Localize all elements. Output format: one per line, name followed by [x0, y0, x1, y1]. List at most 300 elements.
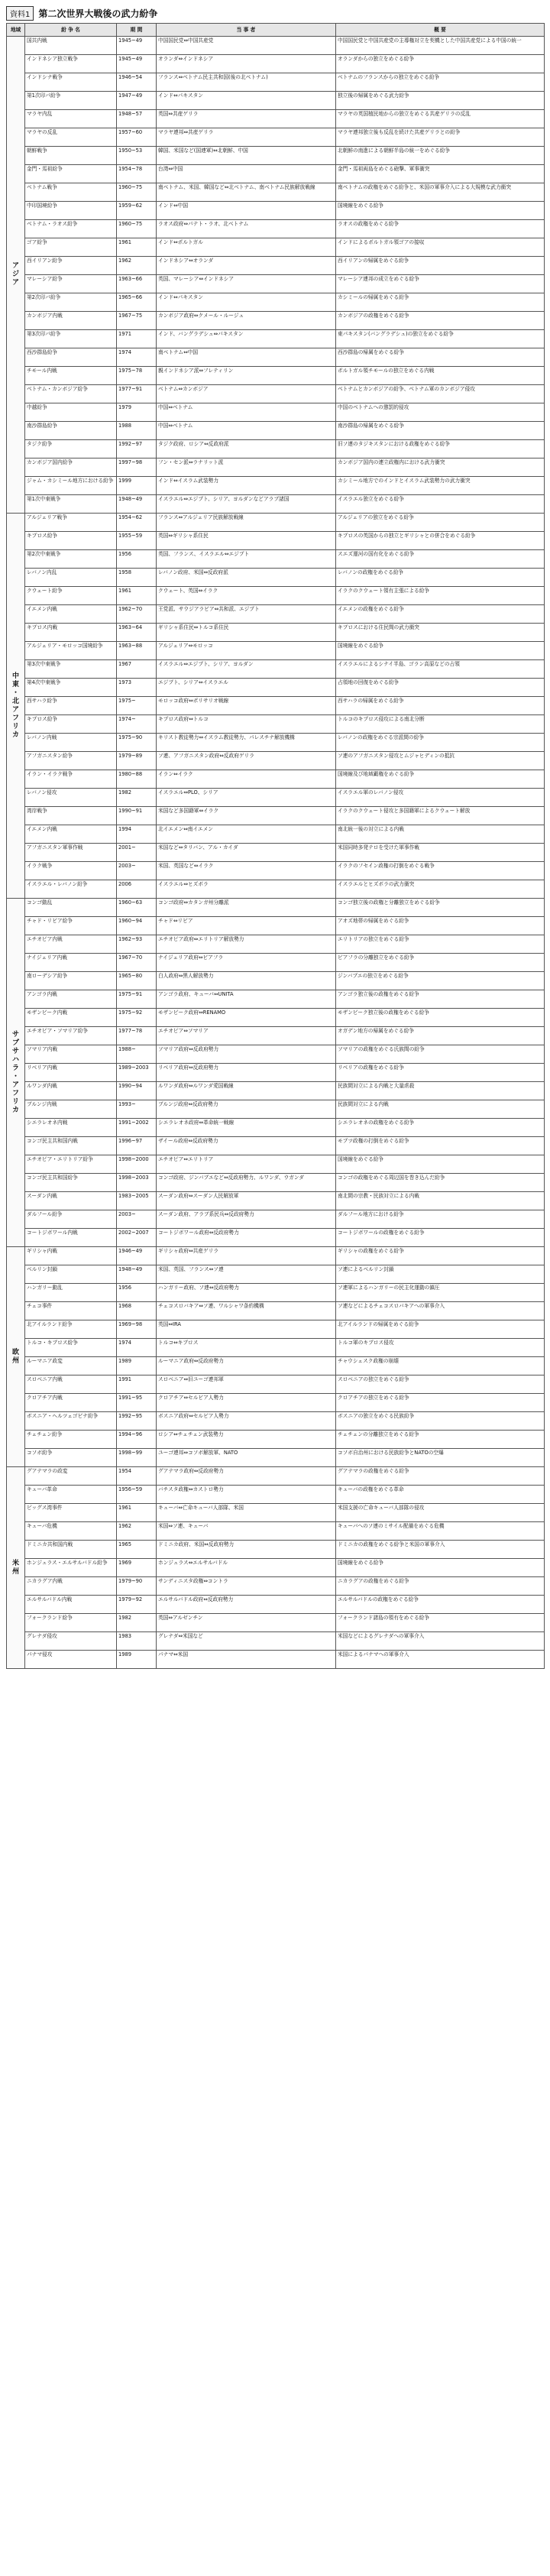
- table-row: [7, 477, 545, 495]
- period-cell: 1961: [117, 238, 157, 257]
- conflict-name-cell: ブルンジ内戦: [25, 1100, 117, 1119]
- parties-cell: インド⇔ポルトガル: [157, 238, 336, 257]
- conflict-name-cell: ドミニカ共和国内戦: [25, 1541, 117, 1559]
- period-cell: 1999: [117, 477, 157, 495]
- period-cell: 1963~88: [117, 642, 157, 660]
- outline-cell: モブツ政権の打倒をめぐる紛争: [336, 1137, 545, 1155]
- period-cell: 1948~49: [117, 495, 157, 514]
- parties-cell: 米国⇔ソ連、キューバ: [157, 1522, 336, 1541]
- table-row: [7, 293, 545, 312]
- outline-cell: ギリシャの政権をめぐる紛争: [336, 1247, 545, 1265]
- period-cell: 1963~66: [117, 275, 157, 293]
- conflict-name-cell: イラク戦争: [25, 862, 117, 880]
- outline-cell: 南北間の宗教・民族対立による内戦: [336, 1192, 545, 1210]
- conflict-name-cell: 国共内戦: [25, 37, 117, 55]
- table-row: [7, 1265, 545, 1284]
- outline-cell: 西イリアンの帰属をめぐる紛争: [336, 257, 545, 275]
- outline-cell: 西サハラの帰属をめぐる紛争: [336, 697, 545, 715]
- parties-cell: トルコ⇔キプロス: [157, 1339, 336, 1357]
- parties-cell: インド、バングラデシュ⇔パキスタン: [157, 330, 336, 348]
- table-row: [7, 734, 545, 752]
- outline-cell: スエズ運河の国有化をめぐる紛争: [336, 550, 545, 569]
- region-cell: 中 東 ・ 北 ア フ リ カ: [7, 514, 25, 899]
- conflict-name-cell: フォークランド紛争: [25, 1614, 117, 1632]
- table-row: [7, 147, 545, 165]
- period-cell: 1994~96: [117, 1431, 157, 1449]
- table-row: [7, 1651, 545, 1669]
- outline-cell: 独立後の帰属をめぐる武力紛争: [336, 92, 545, 110]
- period-cell: 1979~89: [117, 752, 157, 770]
- conflict-name-cell: ベトナム戦争: [25, 183, 117, 202]
- period-cell: 1974: [117, 348, 157, 367]
- conflict-name-cell: 南沙群島紛争: [25, 422, 117, 440]
- parties-cell: フランス⇔ベトナム民主共和国(後の北ベトナム): [157, 73, 336, 92]
- conflict-name-cell: エルサルバドル内戦: [25, 1596, 117, 1614]
- table-row: [7, 495, 545, 514]
- conflict-name-cell: エチオピア・エリトリア紛争: [25, 1155, 117, 1174]
- conflict-name-cell: ナイジェリア内戦: [25, 954, 117, 972]
- table-row: [7, 238, 545, 257]
- period-cell: 1977~91: [117, 385, 157, 403]
- period-cell: 1960~63: [117, 899, 157, 917]
- table-row: [7, 1064, 545, 1082]
- parties-cell: エチオピア⇔ソマリア: [157, 1027, 336, 1045]
- table-row: [7, 1375, 545, 1394]
- period-cell: 1967~70: [117, 954, 157, 972]
- outline-cell: イスラエルとヒズボラの武力衝突: [336, 880, 545, 899]
- parties-cell: ギリシャ政府⇔共産ゲリラ: [157, 1247, 336, 1265]
- outline-cell: 西沙群島の帰属をめぐる紛争: [336, 348, 545, 367]
- table-row: [7, 569, 545, 587]
- period-cell: 1969: [117, 1559, 157, 1577]
- period-cell: 1994: [117, 825, 157, 844]
- period-cell: 1946~49: [117, 1247, 157, 1265]
- outline-cell: ドミニカの政権をめぐる紛争と米国の軍事介入: [336, 1541, 545, 1559]
- parties-cell: モザンビーク政府⇔RENAMO: [157, 1009, 336, 1027]
- period-cell: 1962: [117, 257, 157, 275]
- period-cell: 1991: [117, 1375, 157, 1394]
- parties-cell: ルワンダ政府⇔ルワンダ愛国戦線: [157, 1082, 336, 1100]
- parties-cell: モロッコ政府⇔ポリサリオ戦線: [157, 697, 336, 715]
- period-cell: 1957~60: [117, 128, 157, 147]
- conflict-name-cell: チェチェン紛争: [25, 1431, 117, 1449]
- conflict-name-cell: 第2次中東戦争: [25, 550, 117, 569]
- conflict-name-cell: コソボ紛争: [25, 1449, 117, 1467]
- conflict-name-cell: ゴア紛争: [25, 238, 117, 257]
- table-row: [7, 202, 545, 220]
- table-row: [7, 1467, 545, 1486]
- table-row: [7, 128, 545, 147]
- table-row: [7, 275, 545, 293]
- conflict-name-cell: 第1次印パ紛争: [25, 92, 117, 110]
- period-cell: 1965: [117, 1541, 157, 1559]
- outline-cell: 民族間対立による内戦と大量虐殺: [336, 1082, 545, 1100]
- conflict-name-cell: キプロス内戦: [25, 624, 117, 642]
- period-cell: 1998~99: [117, 1449, 157, 1467]
- conflict-name-cell: キプロス紛争: [25, 532, 117, 550]
- outline-cell: 金門・馬祖両島をめぐる砲撃、軍事衝突: [336, 165, 545, 183]
- period-cell: 1961: [117, 587, 157, 605]
- table-row: [7, 1155, 545, 1174]
- parties-cell: カンボジア政府⇔クメール・ルージュ: [157, 312, 336, 330]
- period-cell: 1975~91: [117, 990, 157, 1009]
- period-cell: 1955~59: [117, 532, 157, 550]
- outline-cell: キプロスにおける住民間の武力衝突: [336, 624, 545, 642]
- table-row: [7, 348, 545, 367]
- table-row: [7, 110, 545, 128]
- table-row: [7, 1320, 545, 1339]
- conflict-name-cell: チモール内戦: [25, 367, 117, 385]
- period-cell: 1945~49: [117, 37, 157, 55]
- outline-cell: オランダからの独立をめぐる紛争: [336, 55, 545, 73]
- outline-cell: イスラエル独立をめぐる紛争: [336, 495, 545, 514]
- table-row: [7, 1449, 545, 1467]
- period-cell: 1979: [117, 403, 157, 422]
- parties-cell: イスラエル⇔エジプト、シリア、ヨルダン: [157, 660, 336, 679]
- outline-cell: 米国支援の亡命キューバ人部隊の侵攻: [336, 1504, 545, 1522]
- table-row: [7, 1027, 545, 1045]
- outline-cell: 中国のベトナムへの懲罰的侵攻: [336, 403, 545, 422]
- conflict-name-cell: 中印国境紛争: [25, 202, 117, 220]
- outline-cell: 中国国民党と中国共産党の主導権対立を契機とした中国共産党による中国の統一: [336, 37, 545, 55]
- period-cell: 1969~98: [117, 1320, 157, 1339]
- outline-cell: マレーシア連邦の成立をめぐる紛争: [336, 275, 545, 293]
- conflict-name-cell: コートジボワール内戦: [25, 1229, 117, 1247]
- table-row: [7, 899, 545, 917]
- period-cell: 1990~91: [117, 807, 157, 825]
- table-row: [7, 1632, 545, 1651]
- outline-cell: トルコのキプロス侵攻による南北分断: [336, 715, 545, 734]
- conflict-name-cell: ニカラグア内戦: [25, 1577, 117, 1596]
- period-cell: 1989~2003: [117, 1064, 157, 1082]
- outline-cell: キューバの政権をめぐる革命: [336, 1486, 545, 1504]
- conflict-name-cell: マレーシア紛争: [25, 275, 117, 293]
- table-row: [7, 935, 545, 954]
- period-cell: 1971: [117, 330, 157, 348]
- parties-cell: 中国⇔ベトナム: [157, 422, 336, 440]
- outline-cell: 国境線をめぐる紛争: [336, 642, 545, 660]
- parties-cell: グレナダ⇔米国など: [157, 1632, 336, 1651]
- outline-cell: 北朝鮮の南進による朝鮮半島の統一をめぐる紛争: [336, 147, 545, 165]
- period-cell: 1998~2003: [117, 1174, 157, 1192]
- parties-cell: オランダ⇔インドネシア: [157, 55, 336, 73]
- conflict-name-cell: チャド・リビア紛争: [25, 917, 117, 935]
- period-cell: 1998~2000: [117, 1155, 157, 1174]
- conflict-name-cell: レバノン内戦: [25, 734, 117, 752]
- conflict-name-cell: トルコ・キプロス紛争: [25, 1339, 117, 1357]
- outline-cell: コソボ自治州における民族紛争とNATOの空爆: [336, 1449, 545, 1467]
- outline-cell: ダルフール地方における紛争: [336, 1210, 545, 1229]
- table-row: [7, 1339, 545, 1357]
- table-row: [7, 972, 545, 990]
- period-cell: 2006: [117, 880, 157, 899]
- conflict-name-cell: コンゴ民主共和国内戦: [25, 1137, 117, 1155]
- period-cell: 1989: [117, 1357, 157, 1375]
- outline-cell: ベトナムのフランスからの独立をめぐる紛争: [336, 73, 545, 92]
- outline-cell: カンボジア国内の連立政権内における武力衝突: [336, 458, 545, 477]
- period-cell: 2003~: [117, 862, 157, 880]
- table-row: [7, 1137, 545, 1155]
- conflict-name-cell: タジク紛争: [25, 440, 117, 458]
- outline-cell: 国境線及び地域覇権をめぐる紛争: [336, 770, 545, 789]
- table-row: [7, 587, 545, 605]
- document-tag: 資料1: [6, 6, 34, 21]
- outline-cell: ソマリアの政権をめぐる氏族間の紛争: [336, 1045, 545, 1064]
- parties-cell: レバノン政府、米国⇔反政府派: [157, 569, 336, 587]
- parties-cell: エチオピア⇔エリトリア: [157, 1155, 336, 1174]
- conflict-name-cell: アンゴラ内戦: [25, 990, 117, 1009]
- outline-cell: キューバへのソ連のミサイル配備をめぐる危機: [336, 1522, 545, 1541]
- conflict-name-cell: イラン・イラク戦争: [25, 770, 117, 789]
- table-row: [7, 1596, 545, 1614]
- table-row: [7, 825, 545, 844]
- parties-cell: ソ連、アフガニスタン政府⇔反政府ゲリラ: [157, 752, 336, 770]
- period-cell: 1950~53: [117, 147, 157, 165]
- conflict-name-cell: 第2次印パ紛争: [25, 293, 117, 312]
- period-cell: 1989: [117, 1651, 157, 1669]
- table-row: [7, 92, 545, 110]
- parties-cell: マラヤ連邦⇔共産ゲリラ: [157, 128, 336, 147]
- period-cell: 1996~97: [117, 1137, 157, 1155]
- parties-cell: 英国、マレーシア⇔インドネシア: [157, 275, 336, 293]
- table-row: [7, 1431, 545, 1449]
- parties-cell: 米国、英国、フランス⇔ソ連: [157, 1265, 336, 1284]
- parties-cell: ボスニア政府⇔セルビア人勢力: [157, 1412, 336, 1431]
- conflict-name-cell: イエメン内戦: [25, 605, 117, 624]
- table-row: [7, 1394, 545, 1412]
- conflict-name-cell: リベリア内戦: [25, 1064, 117, 1082]
- outline-cell: 北アイルランドの帰属をめぐる紛争: [336, 1320, 545, 1339]
- period-cell: 1961: [117, 1504, 157, 1522]
- table-row: [7, 697, 545, 715]
- outline-cell: 南北統一後の対立による内戦: [336, 825, 545, 844]
- conflict-name-cell: キプロス紛争: [25, 715, 117, 734]
- conflict-name-cell: グレナダ侵攻: [25, 1632, 117, 1651]
- parties-cell: 米国など⇔タリバン、アル・カイダ: [157, 844, 336, 862]
- outline-cell: イスラエル軍のレバノン侵攻: [336, 789, 545, 807]
- outline-cell: 国境線をめぐる紛争: [336, 202, 545, 220]
- period-cell: 1982: [117, 1614, 157, 1632]
- outline-cell: チャウシェスク政権の崩壊: [336, 1357, 545, 1375]
- period-cell: 1965~80: [117, 972, 157, 990]
- period-cell: 1962~93: [117, 935, 157, 954]
- conflict-name-cell: 湾岸戦争: [25, 807, 117, 825]
- period-cell: 1965~66: [117, 293, 157, 312]
- conflict-name-cell: モザンビーク内戦: [25, 1009, 117, 1027]
- period-cell: 1948~57: [117, 110, 157, 128]
- period-cell: 1975~: [117, 697, 157, 715]
- table-body: [7, 37, 545, 1669]
- period-cell: 1975~78: [117, 367, 157, 385]
- outline-cell: イラクのクウェート侵攻と多国籍軍によるクウェート解放: [336, 807, 545, 825]
- conflict-name-cell: シエラレオネ内戦: [25, 1119, 117, 1137]
- outline-cell: アンゴラ独立後の政権をめぐる紛争: [336, 990, 545, 1009]
- conflict-name-cell: レバノン内乱: [25, 569, 117, 587]
- conflict-name-cell: カンボジア内戦: [25, 312, 117, 330]
- conflict-name-cell: イスラエル・レバノン紛争: [25, 880, 117, 899]
- outline-cell: リベリアの政権をめぐる紛争: [336, 1064, 545, 1082]
- conflict-name-cell: 第3次中東戦争: [25, 660, 117, 679]
- period-cell: 1975~90: [117, 734, 157, 752]
- parties-cell: スーダン政府⇔スーダン人民解放軍: [157, 1192, 336, 1210]
- table-row: [7, 1412, 545, 1431]
- parties-cell: 韓国、米国など(国連軍)⇔北朝鮮、中国: [157, 147, 336, 165]
- parties-cell: ブルンジ政府⇔反政府勢力: [157, 1100, 336, 1119]
- outline-cell: マラヤの英国植民地からの独立をめぐる共産ゲリラの反乱: [336, 110, 545, 128]
- table-row: [7, 1174, 545, 1192]
- period-cell: 1983: [117, 1632, 157, 1651]
- region-cell: サ ブ サ ハ ラ ・ ア フ リ カ: [7, 899, 25, 1247]
- region-cell: ア ジ ア: [7, 37, 25, 514]
- outline-cell: 米国などによるグレナダへの軍事介入: [336, 1632, 545, 1651]
- document-header: [6, 5, 544, 21]
- table-row: [7, 55, 545, 73]
- period-cell: 1982: [117, 789, 157, 807]
- outline-cell: イエメンの政権をめぐる紛争: [336, 605, 545, 624]
- parties-cell: パナマ⇔米国: [157, 1651, 336, 1669]
- conflict-name-cell: 南ローデシア紛争: [25, 972, 117, 990]
- conflict-name-cell: コンゴ動乱: [25, 899, 117, 917]
- conflict-name-cell: キューバ革命: [25, 1486, 117, 1504]
- table-row: [7, 550, 545, 569]
- conflict-name-cell: ハンガリー動乱: [25, 1284, 117, 1302]
- header-period: 期 間: [117, 24, 157, 37]
- period-cell: 2001~: [117, 844, 157, 862]
- period-cell: 1991~2002: [117, 1119, 157, 1137]
- outline-cell: アオズ地帯の帰属をめぐる紛争: [336, 917, 545, 935]
- conflict-name-cell: スロベニア内戦: [25, 1375, 117, 1394]
- outline-cell: 南ベトナムの政権をめぐる紛争と、米国の軍事介入による大規模な武力衝突: [336, 183, 545, 202]
- parties-cell: 白人政府⇔黒人解放勢力: [157, 972, 336, 990]
- table-row: [7, 1229, 545, 1247]
- parties-cell: 親インドネシア派⇔フレティリン: [157, 367, 336, 385]
- outline-cell: キプロスの英国からの独立とギリシャとの併合をめぐる紛争: [336, 532, 545, 550]
- parties-cell: 中国⇔ベトナム: [157, 403, 336, 422]
- parties-cell: ザイール政府⇔反政府勢力: [157, 1137, 336, 1155]
- parties-cell: インド⇔中国: [157, 202, 336, 220]
- conflict-name-cell: 西イリアン紛争: [25, 257, 117, 275]
- parties-cell: インド⇔パキスタン: [157, 293, 336, 312]
- period-cell: 1956: [117, 1284, 157, 1302]
- conflict-name-cell: エチオピア内戦: [25, 935, 117, 954]
- outline-cell: エルサルバドルの政権をめぐる紛争: [336, 1596, 545, 1614]
- period-cell: 1973: [117, 679, 157, 697]
- outline-cell: レバノンの政権をめぐる宗派間の紛争: [336, 734, 545, 752]
- outline-cell: 国境線をめぐる紛争: [336, 1155, 545, 1174]
- parties-cell: 英国⇔IRA: [157, 1320, 336, 1339]
- period-cell: 1946~54: [117, 73, 157, 92]
- table-row: [7, 642, 545, 660]
- parties-cell: クロアチア⇔セルビア人勢力: [157, 1394, 336, 1412]
- parties-cell: コンゴ政府、ジンバブエなど⇔反政府勢力、ルワンダ、ウガンダ: [157, 1174, 336, 1192]
- outline-cell: ソ連によるベルリン封鎖: [336, 1265, 545, 1284]
- outline-cell: ソ連などによるチェコスロバキアへの軍事介入: [336, 1302, 545, 1320]
- outline-cell: モザンビーク独立後の政権をめぐる紛争: [336, 1009, 545, 1027]
- table-row: [7, 440, 545, 458]
- header-region: 地域: [7, 24, 25, 37]
- outline-cell: 国境線をめぐる紛争: [336, 1559, 545, 1577]
- period-cell: 1954: [117, 1467, 157, 1486]
- outline-cell: ラオスの政権をめぐる紛争: [336, 220, 545, 238]
- parties-cell: キリスト教徒勢力⇔イスラム教徒勢力、パレスチナ解放機構: [157, 734, 336, 752]
- parties-cell: バチスタ政権⇔カストロ勢力: [157, 1486, 336, 1504]
- conflict-name-cell: インドシナ戦争: [25, 73, 117, 92]
- region-cell: 米 州: [7, 1467, 25, 1669]
- period-cell: 1967: [117, 660, 157, 679]
- table-row: [7, 220, 545, 238]
- conflict-name-cell: ベルリン封鎖: [25, 1265, 117, 1284]
- table-row: [7, 1045, 545, 1064]
- table-row: [7, 844, 545, 862]
- document-title: 第二次世界大戦後の武力紛争: [38, 8, 158, 19]
- table-row: [7, 1541, 545, 1559]
- table-row: [7, 917, 545, 935]
- parties-cell: 王党派、サウジアラビア⇔共和派、エジプト: [157, 605, 336, 624]
- period-cell: 1993~: [117, 1100, 157, 1119]
- conflict-name-cell: ルーマニア政変: [25, 1357, 117, 1375]
- conflict-name-cell: ホンジュラス・エルサルバドル紛争: [25, 1559, 117, 1577]
- table-row: [7, 807, 545, 825]
- outline-cell: ポルトガル領チモールの独立をめぐる内戦: [336, 367, 545, 385]
- table-row: [7, 954, 545, 972]
- outline-cell: 旧ソ連のタジキスタンにおける政権をめぐる紛争: [336, 440, 545, 458]
- table-row: [7, 624, 545, 642]
- parties-cell: ナイジェリア政府⇔ビアフラ: [157, 954, 336, 972]
- parties-cell: ベトナム⇔カンボジア: [157, 385, 336, 403]
- outline-cell: オガデン地方の帰属をめぐる紛争: [336, 1027, 545, 1045]
- conflict-name-cell: 西サハラ紛争: [25, 697, 117, 715]
- conflict-name-cell: マラヤ内乱: [25, 110, 117, 128]
- conflict-name-cell: 西沙群島紛争: [25, 348, 117, 367]
- conflict-name-cell: 中越紛争: [25, 403, 117, 422]
- conflict-name-cell: 北アイルランド紛争: [25, 1320, 117, 1339]
- period-cell: 1967~75: [117, 312, 157, 330]
- parties-cell: ルーマニア政府⇔反政府勢力: [157, 1357, 336, 1375]
- period-cell: 1960~75: [117, 183, 157, 202]
- outline-cell: スロベニアの独立をめぐる紛争: [336, 1375, 545, 1394]
- parties-cell: イスラエル⇔エジプト、シリア、ヨルダンなどアラブ諸国: [157, 495, 336, 514]
- outline-cell: 南沙群島の帰属をめぐる紛争: [336, 422, 545, 440]
- conflict-name-cell: アフガニスタン軍事作戦: [25, 844, 117, 862]
- conflict-name-cell: 第4次中東戦争: [25, 679, 117, 697]
- parties-cell: アンゴラ政府、キューバ⇔UNITA: [157, 990, 336, 1009]
- parties-cell: スロベニア⇔旧ユーゴ連邦軍: [157, 1375, 336, 1394]
- parties-cell: 南ベトナム⇔中国: [157, 348, 336, 367]
- conflict-name-cell: ベトナム・カンボジア紛争: [25, 385, 117, 403]
- table-row: [7, 1577, 545, 1596]
- parties-cell: グアテマラ政府⇔反政府勢力: [157, 1467, 336, 1486]
- table-row: [7, 679, 545, 697]
- period-cell: 1954~62: [117, 514, 157, 532]
- conflict-name-cell: アフガニスタン紛争: [25, 752, 117, 770]
- outline-cell: コートジボワールの政権をめぐる紛争: [336, 1229, 545, 1247]
- parties-cell: 北イエメン⇔南イエメン: [157, 825, 336, 844]
- period-cell: 1962~70: [117, 605, 157, 624]
- conflict-name-cell: ピッグス湾事件: [25, 1504, 117, 1522]
- outline-cell: フォークランド諸島の領有をめぐる紛争: [336, 1614, 545, 1632]
- parties-cell: サンディニスタ政権⇔コントラ: [157, 1577, 336, 1596]
- table-row: [7, 1247, 545, 1265]
- table-row: [7, 385, 545, 403]
- parties-cell: イスラエル⇔ヒズボラ: [157, 880, 336, 899]
- conflict-name-cell: キューバ危機: [25, 1522, 117, 1541]
- parties-cell: シエラレオネ政府⇔革命統一戦線: [157, 1119, 336, 1137]
- period-cell: 1974: [117, 1339, 157, 1357]
- conflict-name-cell: 朝鮮戦争: [25, 147, 117, 165]
- outline-cell: チェチェンの分離独立をめぐる紛争: [336, 1431, 545, 1449]
- parties-cell: 中国国民党⇔中国共産党: [157, 37, 336, 55]
- conflict-name-cell: エチオピア・ソマリア紛争: [25, 1027, 117, 1045]
